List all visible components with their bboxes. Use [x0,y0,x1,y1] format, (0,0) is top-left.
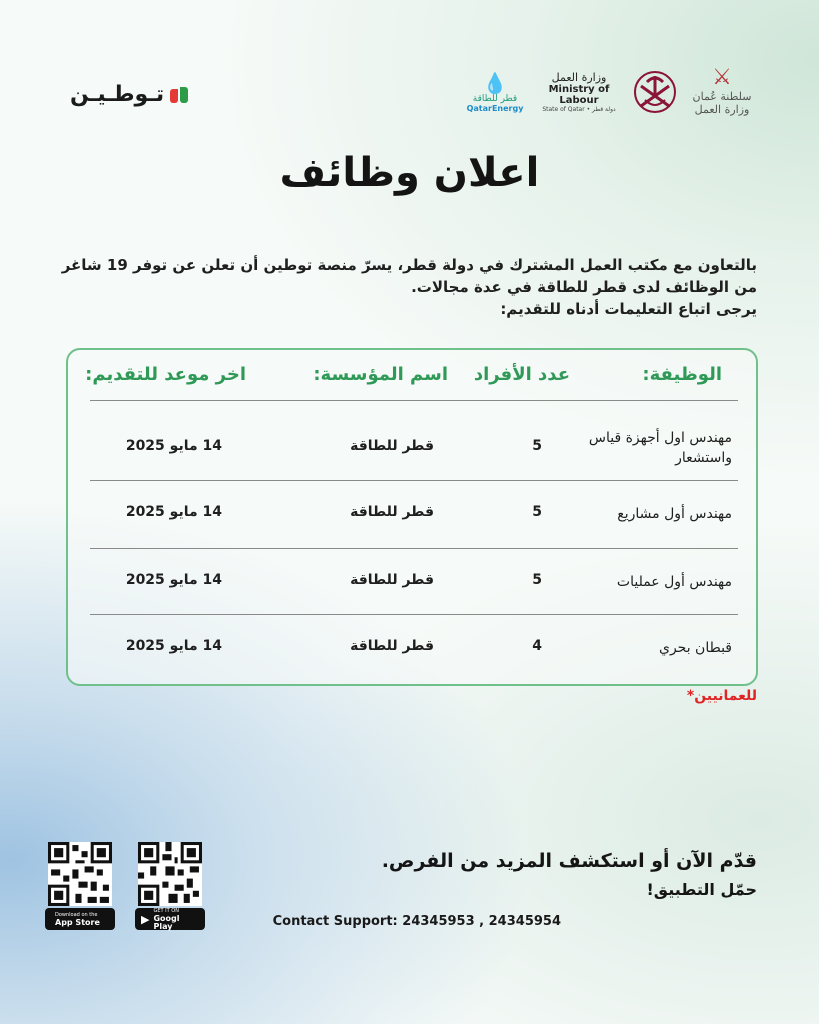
intro-line-3: يرجى اتباع التعليمات أدناه للتقديم: [500,300,757,318]
row-job: قبطان بحري [658,640,732,656]
header-count: عدد الأفراد [473,364,570,385]
mol-en-label: Ministry of Labour [548,84,610,106]
divider [90,614,738,615]
divider [90,548,738,549]
qatar-emblem-icon [633,67,677,117]
row-deadline: 14 مايو 2025 [125,504,222,520]
app-store-small: Download on the [55,912,98,918]
omani-note: للعمانيين* [686,688,757,704]
row-org: قطر للطاقة [350,438,434,454]
row-org: قطر للطاقة [350,504,434,520]
intro-line-2: من الوظائف لدى قطر للطاقة في عدة مجالات. [411,278,757,296]
divider [90,480,738,481]
row-org: قطر للطاقة [350,572,434,588]
google-label: Googl Play [153,914,180,931]
row-count: 5 [532,572,542,588]
row-deadline: 14 مايو 2025 [125,572,222,588]
row-count: 5 [532,438,542,454]
tawteen-logo [70,82,188,107]
qr-code-icon[interactable] [48,842,112,906]
oman-ministry-label: وزارة العمل [694,103,750,116]
app-store-label: App Store [55,918,100,927]
divider [90,400,738,401]
table-header [68,364,756,398]
row-job: مهندس اول أجهزة قياس واستشعار [588,430,732,466]
header-org: اسم المؤسسة: [313,364,448,385]
mol-sub-label: State of Qatar • دولة قطر [542,106,616,113]
qatarenergy-logo [465,72,525,113]
qatar-mol-logo [535,71,623,113]
play-store-icon: ▶ [141,912,150,926]
row-deadline: 14 مايو 2025 [125,438,222,454]
cta-headline: قدّم الآن أو استكشف المزيد من الفرص. [381,850,757,872]
brand-name: تـوطـيـن [70,82,165,107]
qr-code-icon[interactable] [138,842,202,906]
row-job: مهندس أول مشاريع [617,506,732,522]
page-title: اعلان وظائف [279,150,540,196]
drop-icon: 💧 [482,70,508,95]
intro-text [57,254,757,320]
oman-emblem-icon: ⚔ [712,65,732,90]
google-small: GET IT ON [153,908,179,914]
oman-ministry-logo [687,66,757,118]
qe-ar-label: قطر للطاقة [472,93,518,104]
header-deadline: اخر موعد للتقديم: [85,364,246,385]
intro-line-1: بالتعاون مع مكتب العمل المشترك في دولة قطر، يسرّ منصة توطين أن تعلن عن توفر 19 شاغر [61,256,757,274]
row-count: 4 [532,638,542,654]
app-store-button[interactable] [45,908,115,930]
cta-download: حمّل التطبيق! [646,880,757,899]
brand-mark-icon [170,85,188,105]
mol-ar-label: وزارة العمل [551,71,607,84]
oman-sultanate-label: سلطنة عُمان [692,90,752,103]
contact-support: Contact Support: 24345953 , 24345954 [272,914,561,929]
partner-logos [465,66,757,118]
jobs-table [66,348,758,686]
google-play-button[interactable] [135,908,205,930]
row-count: 5 [532,504,542,520]
header-job: الوظيفة: [642,364,722,385]
row-org: قطر للطاقة [350,638,434,654]
qe-en-label: QatarEnergy [466,103,524,113]
row-deadline: 14 مايو 2025 [125,638,222,654]
row-job: مهندس أول عمليات [616,574,732,590]
